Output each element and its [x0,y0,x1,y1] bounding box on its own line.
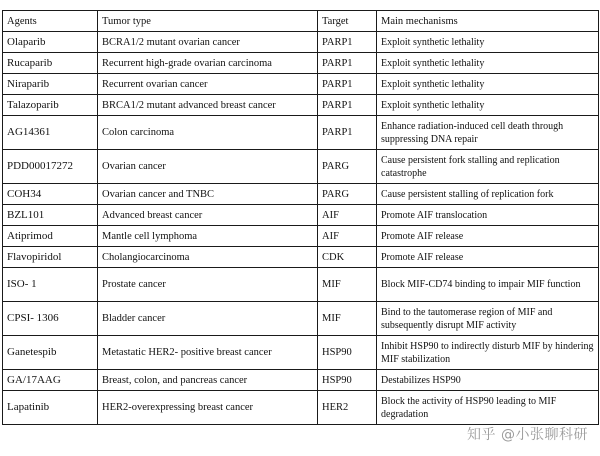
cell-tumor-type: Mantle cell lymphoma [98,226,318,247]
cell-target: PARP1 [318,74,377,95]
cell-tumor-type: Advanced breast cancer [98,205,318,226]
cell-target: PARP1 [318,53,377,74]
table-row [3,370,599,391]
cell-agent: Flavopiridol [3,247,98,268]
table-row [3,247,599,268]
cell-agent: Lapatinib [3,391,98,425]
cell-mechanism: Exploit synthetic lethality [377,53,599,74]
cell-target: HSP90 [318,336,377,370]
table-row [3,53,599,74]
cell-target: MIF [318,268,377,302]
cell-mechanism: Block MIF-CD74 binding to impair MIF function [377,268,599,302]
cell-tumor-type: Prostate cancer [98,268,318,302]
table-row [3,268,599,302]
header-tumor-type: Tumor type [98,11,318,32]
cell-mechanism: Exploit synthetic lethality [377,95,599,116]
watermark: 知乎 @小张聊科研 [467,427,588,443]
cell-mechanism: Exploit synthetic lethality [377,32,599,53]
cell-agent: Talazoparib [3,95,98,116]
cell-tumor-type: Breast, colon, and pancreas cancer [98,370,318,391]
cell-mechanism: Block the activity of HSP90 leading to MIF degradation [377,391,599,425]
cell-agent: AG14361 [3,116,98,150]
cell-mechanism: Cause persistent fork stalling and replication catastrophe [377,150,599,184]
table-row [3,74,599,95]
cell-agent: Atiprimod [3,226,98,247]
cell-target: CDK [318,247,377,268]
cell-agent: Olaparib [3,32,98,53]
header-target: Target [318,11,377,32]
table-row [3,116,599,150]
table-row [3,302,599,336]
cell-mechanism: Promote AIF release [377,247,599,268]
cell-mechanism: Inhibit HSP90 to indirectly disturb MIF by hindering MIF stabilization [377,336,599,370]
cell-tumor-type: Colon carcinoma [98,116,318,150]
cell-target: PARP1 [318,116,377,150]
cell-tumor-type: Metastatic HER2- positive breast cancer [98,336,318,370]
table-header-row [3,11,599,32]
cell-target: PARP1 [318,32,377,53]
table-row [3,391,599,425]
table-row [3,95,599,116]
table-row [3,205,599,226]
cell-agent: PDD00017272 [3,150,98,184]
cell-agent: Ganetespib [3,336,98,370]
cell-mechanism: Bind to the tautomerase region of MIF and subsequently disrupt MIF activity [377,302,599,336]
cell-mechanism: Enhance radiation-induced cell death through suppressing DNA repair [377,116,599,150]
cell-tumor-type: BRCA1/2 mutant advanced breast cancer [98,95,318,116]
cell-target: HER2 [318,391,377,425]
cell-agent: Rucaparib [3,53,98,74]
cell-mechanism: Exploit synthetic lethality [377,74,599,95]
cell-agent: CPSI- 1306 [3,302,98,336]
header-main-mechanisms: Main mechanisms [377,11,599,32]
cell-mechanism: Cause persistent stalling of replication fork [377,184,599,205]
cell-target: AIF [318,226,377,247]
cell-agent: Niraparib [3,74,98,95]
header-agents: Agents [3,11,98,32]
cell-target: PARG [318,150,377,184]
cell-target: PARG [318,184,377,205]
cell-target: PARP1 [318,95,377,116]
cell-mechanism: Promote AIF release [377,226,599,247]
table-row [3,32,599,53]
cell-agent: BZL101 [3,205,98,226]
cell-target: AIF [318,205,377,226]
drug-table-container [2,10,598,425]
cell-tumor-type: Cholangiocarcinoma [98,247,318,268]
cell-target: MIF [318,302,377,336]
cell-tumor-type: Recurrent ovarian cancer [98,74,318,95]
table-row [3,150,599,184]
cell-target: HSP90 [318,370,377,391]
cell-tumor-type: Recurrent high-grade ovarian carcinoma [98,53,318,74]
table-row [3,226,599,247]
drug-table [2,10,599,425]
cell-mechanism: Destabilizes HSP90 [377,370,599,391]
table-row [3,336,599,370]
cell-agent: COH34 [3,184,98,205]
cell-agent: ISO- 1 [3,268,98,302]
cell-tumor-type: Ovarian cancer and TNBC [98,184,318,205]
cell-tumor-type: HER2-overexpressing breast cancer [98,391,318,425]
cell-tumor-type: Ovarian cancer [98,150,318,184]
cell-tumor-type: Bladder cancer [98,302,318,336]
cell-mechanism: Promote AIF translocation [377,205,599,226]
cell-tumor-type: BCRA1/2 mutant ovarian cancer [98,32,318,53]
table-row [3,184,599,205]
cell-agent: GA/17AAG [3,370,98,391]
